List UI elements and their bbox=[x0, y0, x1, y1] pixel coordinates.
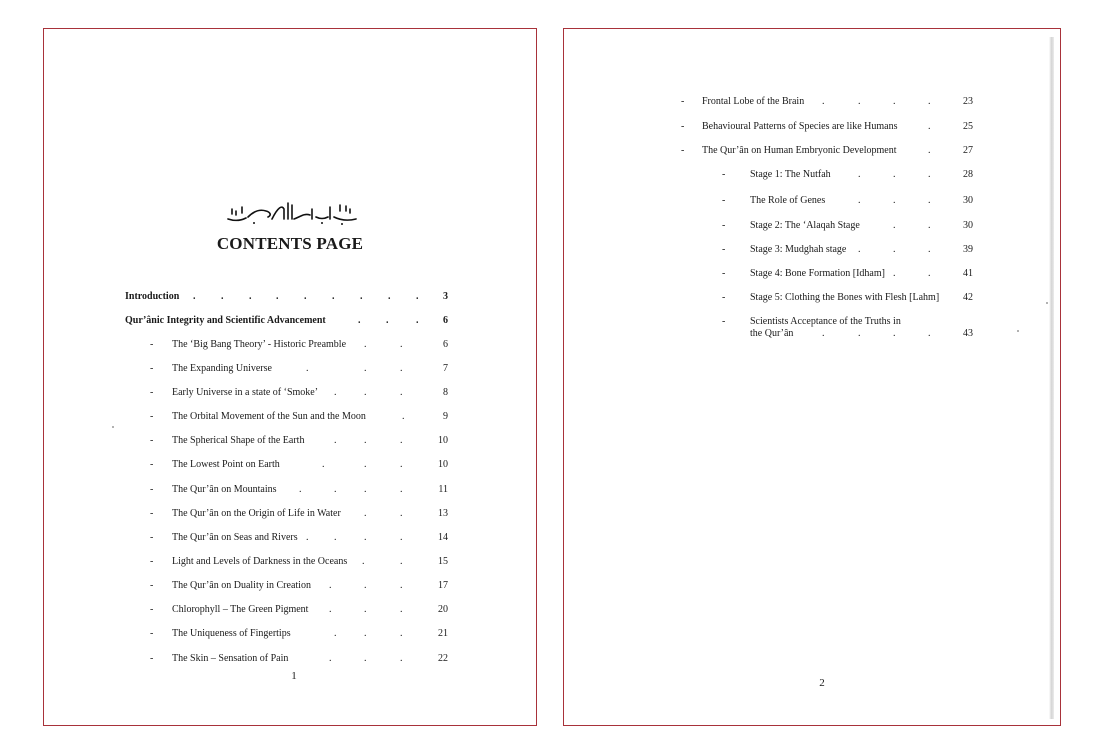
leader-dot: . bbox=[358, 315, 361, 326]
leader-dot: . bbox=[364, 580, 367, 591]
leader-dot: . bbox=[858, 96, 861, 107]
toc-entry-title: Light and Levels of Darkness in the Oceans bbox=[172, 556, 348, 567]
toc-entry-title: The Role of Genes bbox=[750, 195, 826, 206]
leader-dot: . bbox=[400, 532, 403, 543]
leader-dot: . bbox=[364, 604, 367, 615]
leader-dot: . bbox=[400, 580, 403, 591]
leader-dot: . bbox=[928, 121, 931, 132]
toc-page-number: 27 bbox=[963, 145, 973, 156]
leader-dot: . bbox=[416, 291, 419, 302]
toc-entry-title: The Qur’ân on Mountains bbox=[172, 484, 277, 495]
leader-dot: . bbox=[329, 653, 332, 664]
leader-dot: . bbox=[400, 363, 403, 374]
leader-dot: . bbox=[400, 508, 403, 519]
toc-page-number: 20 bbox=[438, 604, 448, 615]
toc-entry-title: Chlorophyll – The Green Pigment bbox=[172, 604, 309, 615]
toc-entry bbox=[44, 556, 536, 570]
leader-dot: . bbox=[928, 328, 931, 339]
toc-entry bbox=[44, 653, 536, 667]
leader-dot: . bbox=[276, 291, 279, 302]
toc-page-number: 43 bbox=[963, 328, 973, 339]
toc-entry bbox=[564, 121, 1060, 135]
leader-dot: . bbox=[364, 435, 367, 446]
leader-dot: . bbox=[364, 363, 367, 374]
toc-entry bbox=[564, 169, 1060, 183]
toc-bullet: - bbox=[722, 316, 726, 327]
toc-page-number: 22 bbox=[438, 653, 448, 664]
leader-dot: . bbox=[400, 339, 403, 350]
leader-dot: . bbox=[364, 508, 367, 519]
leader-dot: . bbox=[364, 387, 367, 398]
toc-page-number: 7 bbox=[443, 363, 448, 374]
leader-dot: . bbox=[416, 315, 419, 326]
leader-dot: . bbox=[388, 291, 391, 302]
toc-entry-title: Stage 3: Mudghah stage bbox=[750, 244, 847, 255]
toc-entry bbox=[44, 363, 536, 377]
toc-page-number: 42 bbox=[963, 292, 973, 303]
toc-bullet: - bbox=[150, 653, 154, 664]
leader-dot: . bbox=[249, 291, 252, 302]
toc-entry-title: Stage 2: The ‘Alaqah Stage bbox=[750, 220, 860, 231]
toc-entry bbox=[564, 316, 1060, 342]
leader-dot: . bbox=[928, 145, 931, 156]
toc-bullet: - bbox=[150, 411, 154, 422]
toc-bullet: - bbox=[150, 532, 154, 543]
toc-bullet: - bbox=[150, 363, 154, 374]
toc-bullet: - bbox=[150, 339, 154, 350]
toc-bullet: - bbox=[722, 195, 726, 206]
toc-entry bbox=[44, 459, 536, 473]
toc-entry bbox=[44, 580, 536, 594]
toc-bullet: - bbox=[150, 508, 154, 519]
toc-entry-title: Frontal Lobe of the Brain bbox=[702, 96, 805, 107]
toc-entry bbox=[564, 195, 1060, 209]
toc-entry bbox=[564, 292, 1060, 306]
leader-dot: . bbox=[400, 484, 403, 495]
leader-dot: . bbox=[322, 459, 325, 470]
leader-dot: . bbox=[364, 484, 367, 495]
toc-page-number: 21 bbox=[438, 628, 448, 639]
toc-page-number: 10 bbox=[438, 435, 448, 446]
leader-dot: . bbox=[402, 411, 405, 422]
leader-dot: . bbox=[400, 459, 403, 470]
paper-speck bbox=[112, 426, 114, 428]
toc-page-number: 10 bbox=[438, 459, 448, 470]
leader-dot: . bbox=[928, 220, 931, 231]
leader-dot: . bbox=[928, 244, 931, 255]
toc-entry bbox=[44, 387, 536, 401]
toc-entry-title: Scientists Acceptance of the Truths in bbox=[750, 316, 901, 327]
leader-dot: . bbox=[858, 169, 861, 180]
toc-entry-title: The Orbital Movement of the Sun and the Moon bbox=[172, 411, 366, 422]
leader-dot: . bbox=[334, 628, 337, 639]
leader-dot: . bbox=[334, 484, 337, 495]
toc-entry bbox=[564, 145, 1060, 159]
leader-dot: . bbox=[304, 291, 307, 302]
toc-entry-title: Behavioural Patterns of Species are like Humans bbox=[702, 121, 898, 132]
toc-bullet: - bbox=[150, 580, 154, 591]
paper-speck bbox=[1046, 302, 1048, 304]
leader-dot: . bbox=[400, 604, 403, 615]
toc-entry-title: The Uniqueness of Fingertips bbox=[172, 628, 291, 639]
toc-entry bbox=[44, 291, 536, 305]
toc-page-number: 9 bbox=[443, 411, 448, 422]
leader-dot: . bbox=[221, 291, 224, 302]
leader-dot: . bbox=[334, 435, 337, 446]
leader-dot: . bbox=[822, 328, 825, 339]
toc-bullet: - bbox=[150, 556, 154, 567]
paper-speck bbox=[1017, 330, 1019, 332]
toc-entry-title: The Qur’ân on the Origin of Life in Water bbox=[172, 508, 341, 519]
leader-dot: . bbox=[858, 195, 861, 206]
toc-page-number: 3 bbox=[443, 291, 448, 302]
toc-entry bbox=[44, 628, 536, 642]
leader-dot: . bbox=[364, 653, 367, 664]
toc-entry bbox=[44, 315, 536, 329]
toc-bullet: - bbox=[722, 220, 726, 231]
toc-page-number: 41 bbox=[963, 268, 973, 279]
leader-dot: . bbox=[334, 387, 337, 398]
toc-bullet: - bbox=[150, 387, 154, 398]
toc-page-number: 25 bbox=[963, 121, 973, 132]
leader-dot: . bbox=[893, 220, 896, 231]
leader-dot: . bbox=[329, 580, 332, 591]
toc-entry bbox=[44, 339, 536, 353]
toc-entry bbox=[44, 532, 536, 546]
leader-dot: . bbox=[928, 195, 931, 206]
toc-entry bbox=[564, 220, 1060, 234]
toc-bullet: - bbox=[722, 292, 726, 303]
leader-dot: . bbox=[306, 532, 309, 543]
toc-entry bbox=[44, 508, 536, 522]
toc-page-number: 39 bbox=[963, 244, 973, 255]
page-number: 2 bbox=[819, 677, 825, 689]
toc-entry-title: Stage 1: The Nutfah bbox=[750, 169, 831, 180]
bismillah-calligraphy bbox=[224, 197, 359, 227]
leader-dot: . bbox=[893, 96, 896, 107]
toc-entry-title: The Lowest Point on Earth bbox=[172, 459, 280, 470]
right-page bbox=[563, 28, 1061, 726]
leader-dot: . bbox=[400, 653, 403, 664]
leader-dot: . bbox=[893, 268, 896, 279]
toc-entry bbox=[44, 435, 536, 449]
toc-bullet: - bbox=[150, 484, 154, 495]
leader-dot: . bbox=[893, 169, 896, 180]
toc-entry-title: The Skin – Sensation of Pain bbox=[172, 653, 289, 664]
leader-dot: . bbox=[400, 387, 403, 398]
toc-page-number: 30 bbox=[963, 195, 973, 206]
toc-entry-title: The Spherical Shape of the Earth bbox=[172, 435, 305, 446]
toc-bullet: - bbox=[681, 96, 685, 107]
leader-dot: . bbox=[364, 339, 367, 350]
toc-bullet: - bbox=[722, 169, 726, 180]
toc-entry bbox=[44, 604, 536, 618]
toc-entry bbox=[564, 268, 1060, 282]
leader-dot: . bbox=[334, 532, 337, 543]
toc-page-number: 23 bbox=[963, 96, 973, 107]
leader-dot: . bbox=[400, 435, 403, 446]
toc-bullet: - bbox=[150, 628, 154, 639]
page-title: CONTENTS PAGE bbox=[216, 234, 364, 253]
toc-page-number: 6 bbox=[443, 339, 448, 350]
toc-entry bbox=[44, 484, 536, 498]
left-page bbox=[43, 28, 537, 726]
leader-dot: . bbox=[329, 604, 332, 615]
toc-page-number: 30 bbox=[963, 220, 973, 231]
toc-entry-title: Qur’ânic Integrity and Scientific Advancement bbox=[125, 315, 326, 326]
toc-entry-title: Stage 5: Clothing the Bones with Flesh [Lahm] bbox=[750, 292, 940, 303]
toc-entry-title: The Qur’ân on Duality in Creation bbox=[172, 580, 311, 591]
toc-page-number: 6 bbox=[443, 315, 448, 326]
toc-page-number: 28 bbox=[963, 169, 973, 180]
toc-bullet: - bbox=[722, 268, 726, 279]
toc-bullet: - bbox=[150, 459, 154, 470]
toc-bullet: - bbox=[681, 145, 685, 156]
toc-entry-title: The Qur’ân on Seas and Rivers bbox=[172, 532, 298, 543]
leader-dot: . bbox=[193, 291, 196, 302]
leader-dot: . bbox=[928, 96, 931, 107]
toc-entry-title: The ‘Big Bang Theory’ - Historic Preamble bbox=[172, 339, 347, 350]
toc-entry bbox=[564, 244, 1060, 258]
toc-entry-title: Introduction bbox=[125, 291, 180, 302]
leader-dot: . bbox=[400, 628, 403, 639]
leader-dot: . bbox=[364, 532, 367, 543]
leader-dot: . bbox=[332, 291, 335, 302]
toc-entry-title: Early Universe in a state of ‘Smoke’ bbox=[172, 387, 319, 398]
toc-entry bbox=[564, 96, 1060, 110]
toc-page-number: 13 bbox=[438, 508, 448, 519]
leader-dot: . bbox=[360, 291, 363, 302]
leader-dot: . bbox=[893, 244, 896, 255]
leader-dot: . bbox=[386, 315, 389, 326]
toc-entry-title: Stage 4: Bone Formation [Idham] bbox=[750, 268, 885, 279]
page-gutter-shadow bbox=[1049, 37, 1054, 719]
toc-entry bbox=[44, 411, 536, 425]
leader-dot: . bbox=[858, 244, 861, 255]
toc-page-number: 14 bbox=[438, 532, 448, 543]
leader-dot: . bbox=[364, 459, 367, 470]
leader-dot: . bbox=[893, 328, 896, 339]
toc-entry-title-line2: the Qur’ân bbox=[750, 328, 794, 339]
toc-bullet: - bbox=[681, 121, 685, 132]
leader-dot: . bbox=[364, 628, 367, 639]
toc-entry-title: The Qur’ân on Human Embryonic Development bbox=[702, 145, 897, 156]
page-number: 1 bbox=[291, 670, 297, 682]
leader-dot: . bbox=[306, 363, 309, 374]
leader-dot: . bbox=[362, 556, 365, 567]
leader-dot: . bbox=[400, 556, 403, 567]
toc-page-number: 17 bbox=[438, 580, 448, 591]
toc-page-number: 11 bbox=[438, 484, 448, 495]
leader-dot: . bbox=[299, 484, 302, 495]
toc-bullet: - bbox=[150, 435, 154, 446]
toc-bullet: - bbox=[150, 604, 154, 615]
leader-dot: . bbox=[928, 169, 931, 180]
leader-dot: . bbox=[822, 96, 825, 107]
toc-page-number: 15 bbox=[438, 556, 448, 567]
toc-page-number: 8 bbox=[443, 387, 448, 398]
leader-dot: . bbox=[893, 195, 896, 206]
toc-bullet: - bbox=[722, 244, 726, 255]
leader-dot: . bbox=[858, 328, 861, 339]
toc-entry-title: The Expanding Universe bbox=[172, 363, 272, 374]
leader-dot: . bbox=[928, 268, 931, 279]
